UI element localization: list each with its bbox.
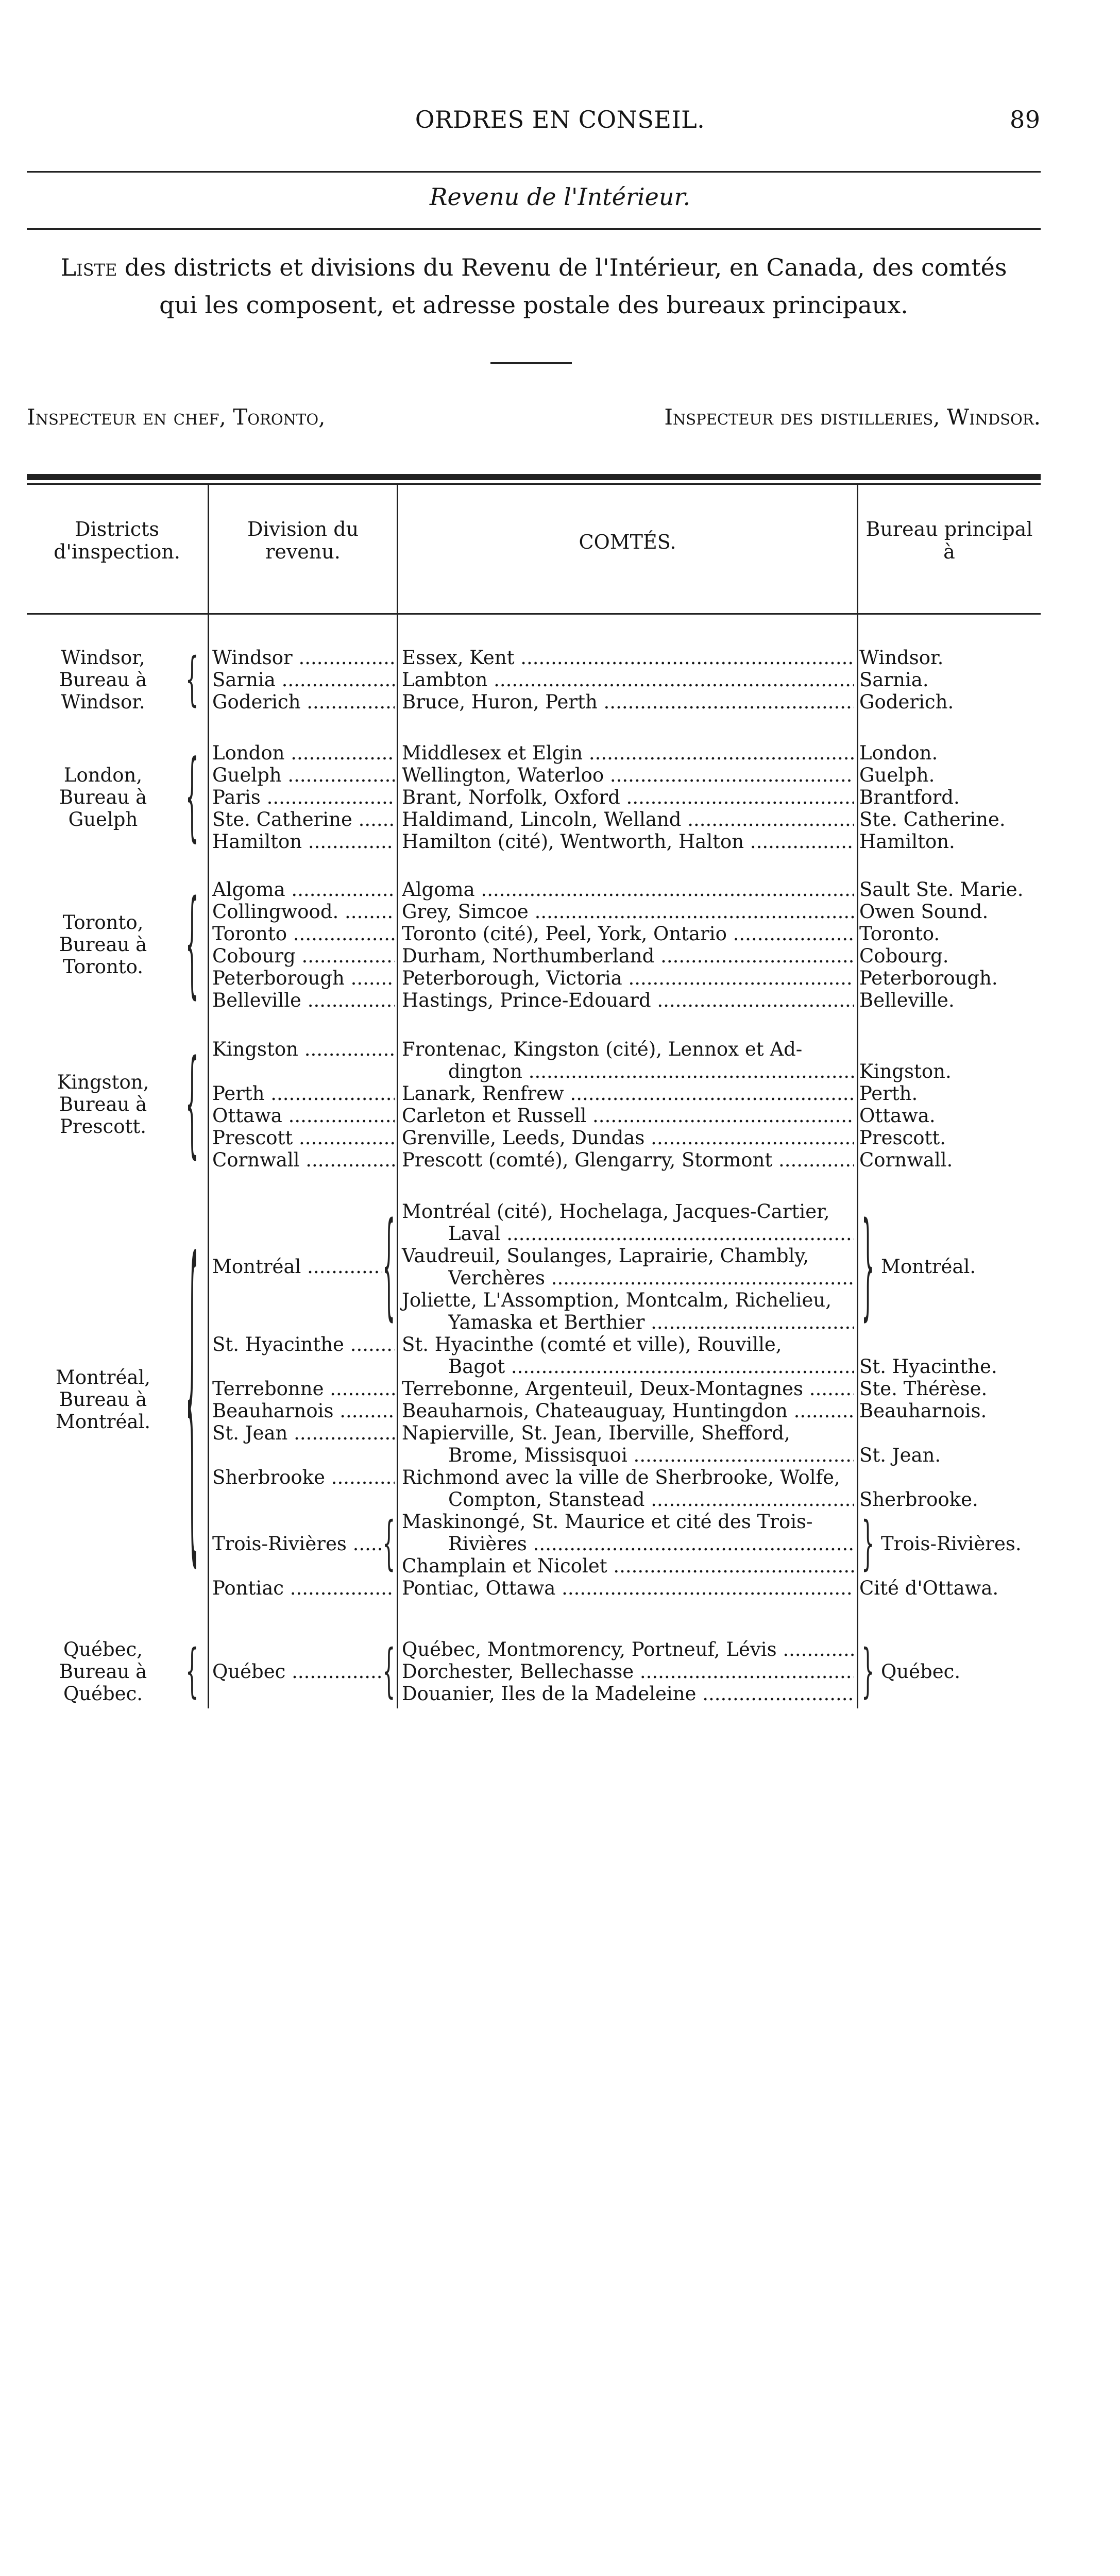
intro-lead: Liste xyxy=(60,253,117,281)
comtes-cell-continued: Laval ..... xyxy=(448,1223,854,1245)
division-cell: Toronto ..... xyxy=(212,923,395,945)
division-cell: Guelph ..... xyxy=(212,764,395,786)
comtes-cell-continued: Brome, Missisquoi ..... xyxy=(448,1444,854,1466)
comtes-cell: Middlesex et Elgin ..... xyxy=(402,742,854,764)
district-brace: { xyxy=(185,742,199,853)
bureau-cell: Brantford. xyxy=(859,786,960,808)
division-cell: Beauharnois ..... xyxy=(212,1400,395,1422)
bureau-cell: Kingston. xyxy=(859,1060,952,1082)
division-cell: Ottawa ..... xyxy=(212,1105,395,1127)
bureau-cell: Owen Sound. xyxy=(859,901,989,923)
comtes-cell: Essex, Kent ..... xyxy=(402,647,854,669)
division-cell: Windsor ..... xyxy=(212,647,395,669)
comtes-cell: Vaudreuil, Soulanges, Laprairie, Chambly, xyxy=(402,1245,809,1267)
comtes-cell-continued: Rivières ..... xyxy=(448,1533,854,1555)
comtes-cell: Haldimand, Lincoln, Welland ..... xyxy=(402,808,854,831)
division-cell: Pontiac ..... xyxy=(212,1577,395,1599)
col-header-comtes: COMTÉS. xyxy=(579,531,676,553)
division-cell: St. Hyacinthe ..... xyxy=(212,1333,395,1355)
district-name: Windsor, Bureau à Windsor. xyxy=(59,646,147,713)
bureau-cell: London. xyxy=(859,742,938,764)
division-cell: St. Jean ..... xyxy=(212,1422,395,1444)
comtes-cell: Bruce, Huron, Perth ..... xyxy=(402,691,854,713)
table-top-thin-rule xyxy=(27,483,1041,485)
comtes-cell: Brant, Norfolk, Oxford ..... xyxy=(402,786,854,808)
division-cell: Prescott ..... xyxy=(212,1127,395,1149)
division-cell: Montréal ..... xyxy=(212,1256,382,1278)
district-brace: { xyxy=(185,1200,199,1599)
bureau-brace: } xyxy=(861,1511,875,1577)
intro-line-1 xyxy=(27,253,1041,281)
page-number: 89 xyxy=(1010,106,1041,133)
bureau-cell: Prescott. xyxy=(859,1127,946,1149)
comtes-cell: Peterborough, Victoria ..... xyxy=(402,967,854,989)
distillery-inspector xyxy=(664,404,1041,430)
comtes-cell: Algoma ..... xyxy=(402,878,854,901)
comtes-cell: Lanark, Renfrew ..... xyxy=(402,1082,854,1105)
comtes-cell: Québec, Montmorency, Portneuf, Lévis ..... xyxy=(402,1638,854,1660)
comtes-cell: Pontiac, Ottawa ..... xyxy=(402,1577,854,1599)
comtes-cell: Maskinongé, St. Maurice et cité des Trois- xyxy=(402,1511,813,1533)
section-title: Revenu de l'Intérieur. xyxy=(429,183,691,211)
comtes-brace: { xyxy=(382,1511,396,1577)
distill-place: Windsor. xyxy=(946,404,1041,430)
division-cell: Collingwood. ..... xyxy=(212,901,395,923)
division-cell: Paris ..... xyxy=(212,786,395,808)
division-cell: Hamilton ..... xyxy=(212,831,395,853)
district-name: London, Bureau à Guelph xyxy=(59,764,147,831)
col-divider-1 xyxy=(208,485,209,1708)
bureau-cell: Perth. xyxy=(859,1082,918,1105)
running-title: ORDRES EN CONSEIL. xyxy=(415,106,705,133)
comtes-cell: Montréal (cité), Hochelaga, Jacques-Cartier, xyxy=(402,1200,830,1223)
bureau-cell: Ste. Thérèse. xyxy=(859,1378,988,1400)
comtes-cell: Grenville, Leeds, Dundas ..... xyxy=(402,1127,854,1149)
bureau-cell: Goderich. xyxy=(859,691,954,713)
bureau-cell: Cité d'Ottawa. xyxy=(859,1577,999,1599)
distill-label: Inspecteur des distilleries, xyxy=(664,404,940,430)
district-name: Toronto, Bureau à Toronto. xyxy=(59,911,147,978)
division-cell: Peterborough ..... xyxy=(212,967,395,989)
district-brace: { xyxy=(185,1638,199,1705)
district-brace: { xyxy=(185,1038,199,1171)
division-cell: Terrebonne ..... xyxy=(212,1378,395,1400)
comtes-cell: Carleton et Russell ..... xyxy=(402,1105,854,1127)
division-cell: Belleville ..... xyxy=(212,989,395,1011)
division-cell: London ..... xyxy=(212,742,395,764)
bureau-cell: Sarnia. xyxy=(859,669,929,691)
bureau-cell: Beauharnois. xyxy=(859,1400,987,1422)
district-name: Québec, Bureau à Québec. xyxy=(59,1638,147,1705)
comtes-cell-continued: Yamaska et Berthier ..... xyxy=(448,1311,854,1333)
comtes-cell: Joliette, L'Assomption, Montcalm, Richelieu, xyxy=(402,1289,832,1311)
division-cell: Cornwall ..... xyxy=(212,1149,395,1171)
header-rule xyxy=(27,171,1041,173)
chief-label: Inspecteur en chef, xyxy=(27,404,226,430)
comtes-cell: Dorchester, Bellechasse ..... xyxy=(402,1660,854,1683)
comtes-cell-continued: Compton, Stanstead ..... xyxy=(448,1488,854,1511)
intro-text-1: des districts et divisions du Revenu de l'Intérieur, en Canada, des comtés xyxy=(117,253,1007,281)
col-header-bureau: Bureau principal à xyxy=(866,518,1033,563)
col-divider-2 xyxy=(397,485,398,1708)
table-top-thick-rule xyxy=(27,474,1041,480)
bureau-cell: Belleville. xyxy=(859,989,955,1011)
section-rule xyxy=(27,228,1041,230)
bureau-cell: Ste. Catherine. xyxy=(859,808,1006,831)
comtes-cell: Grey, Simcoe ..... xyxy=(402,901,854,923)
col-divider-3 xyxy=(857,485,858,1708)
comtes-cell: Lambton ..... xyxy=(402,669,854,691)
bureau-cell: St. Hyacinthe. xyxy=(859,1355,997,1378)
division-cell: Perth ..... xyxy=(212,1082,395,1105)
comtes-cell-continued: dington ..... xyxy=(448,1060,854,1082)
comtes-cell: Douanier, Iles de la Madeleine ..... xyxy=(402,1683,854,1705)
division-cell: Québec ..... xyxy=(212,1660,382,1683)
bureau-cell: Guelph. xyxy=(859,764,935,786)
bureau-cell: Trois-Rivières. xyxy=(881,1532,1022,1555)
division-cell: Sarnia ..... xyxy=(212,669,395,691)
comtes-cell: Napierville, St. Jean, Iberville, Shefford, xyxy=(402,1422,790,1444)
district-name: Kingston, Bureau à Prescott. xyxy=(57,1071,149,1138)
header-bottom-rule xyxy=(27,613,1041,615)
comtes-cell: Champlain et Nicolet ..... xyxy=(402,1555,854,1577)
district-name: Montréal, Bureau à Montréal. xyxy=(55,1366,151,1433)
district-brace: { xyxy=(185,878,199,1011)
division-cell: Trois-Rivières ..... xyxy=(212,1533,382,1555)
comtes-cell: Wellington, Waterloo ..... xyxy=(402,764,854,786)
bureau-cell: Hamilton. xyxy=(859,831,955,853)
intro-rule xyxy=(490,362,572,364)
bureau-cell: Québec. xyxy=(881,1660,961,1683)
chief-place: Toronto, xyxy=(233,404,326,430)
comtes-cell: Prescott (comté), Glengarry, Stormont ..... xyxy=(402,1149,854,1171)
comtes-brace: { xyxy=(382,1638,396,1705)
bureau-cell: Sault Ste. Marie. xyxy=(859,878,1024,901)
comtes-cell: Hastings, Prince-Edouard ..... xyxy=(402,989,854,1011)
chief-inspector xyxy=(27,404,325,430)
division-cell: Goderich ..... xyxy=(212,691,395,713)
comtes-cell: Terrebonne, Argenteuil, Deux-Montagnes ..... xyxy=(402,1378,854,1400)
division-cell: Sherbrooke ..... xyxy=(212,1466,395,1488)
comtes-brace: { xyxy=(382,1200,396,1333)
comtes-cell-continued: Bagot ..... xyxy=(448,1355,854,1378)
bureau-cell: Toronto. xyxy=(859,923,940,945)
division-cell: Algoma ..... xyxy=(212,878,395,901)
comtes-cell: Beauharnois, Chateauguay, Huntingdon ..... xyxy=(402,1400,854,1422)
bureau-cell: St. Jean. xyxy=(859,1444,941,1466)
comtes-cell: St. Hyacinthe (comté et ville), Rouville, xyxy=(402,1333,782,1355)
comtes-cell: Durham, Northumberland ..... xyxy=(402,945,854,967)
division-cell: Ste. Catherine ..... xyxy=(212,808,395,831)
comtes-cell: Hamilton (cité), Wentworth, Halton ..... xyxy=(402,831,854,853)
bureau-cell: Cobourg. xyxy=(859,945,949,967)
col-header-districts: Districts d'inspection. xyxy=(54,518,180,563)
comtes-cell: Richmond avec la ville de Sherbrooke, Wolfe, xyxy=(402,1466,840,1488)
comtes-cell: Toronto (cité), Peel, York, Ontario ..... xyxy=(402,923,854,945)
comtes-cell-continued: Verchères ..... xyxy=(448,1267,854,1289)
intro-line-2: qui les composent, et adresse postale des bureaux principaux. xyxy=(159,291,908,319)
bureau-cell: Ottawa. xyxy=(859,1105,936,1127)
comtes-cell: Frontenac, Kingston (cité), Lennox et Ad- xyxy=(402,1038,803,1060)
col-header-division: Division du revenu. xyxy=(247,518,359,563)
bureau-brace: } xyxy=(861,1638,875,1705)
division-cell: Cobourg ..... xyxy=(212,945,395,967)
bureau-cell: Windsor. xyxy=(859,647,944,669)
bureau-cell: Cornwall. xyxy=(859,1149,953,1171)
division-cell: Kingston ..... xyxy=(212,1038,395,1060)
district-brace: { xyxy=(185,647,199,713)
bureau-cell: Sherbrooke. xyxy=(859,1488,978,1511)
bureau-cell: Peterborough. xyxy=(859,967,998,989)
bureau-brace: } xyxy=(861,1200,875,1333)
bureau-cell: Montréal. xyxy=(881,1256,976,1278)
